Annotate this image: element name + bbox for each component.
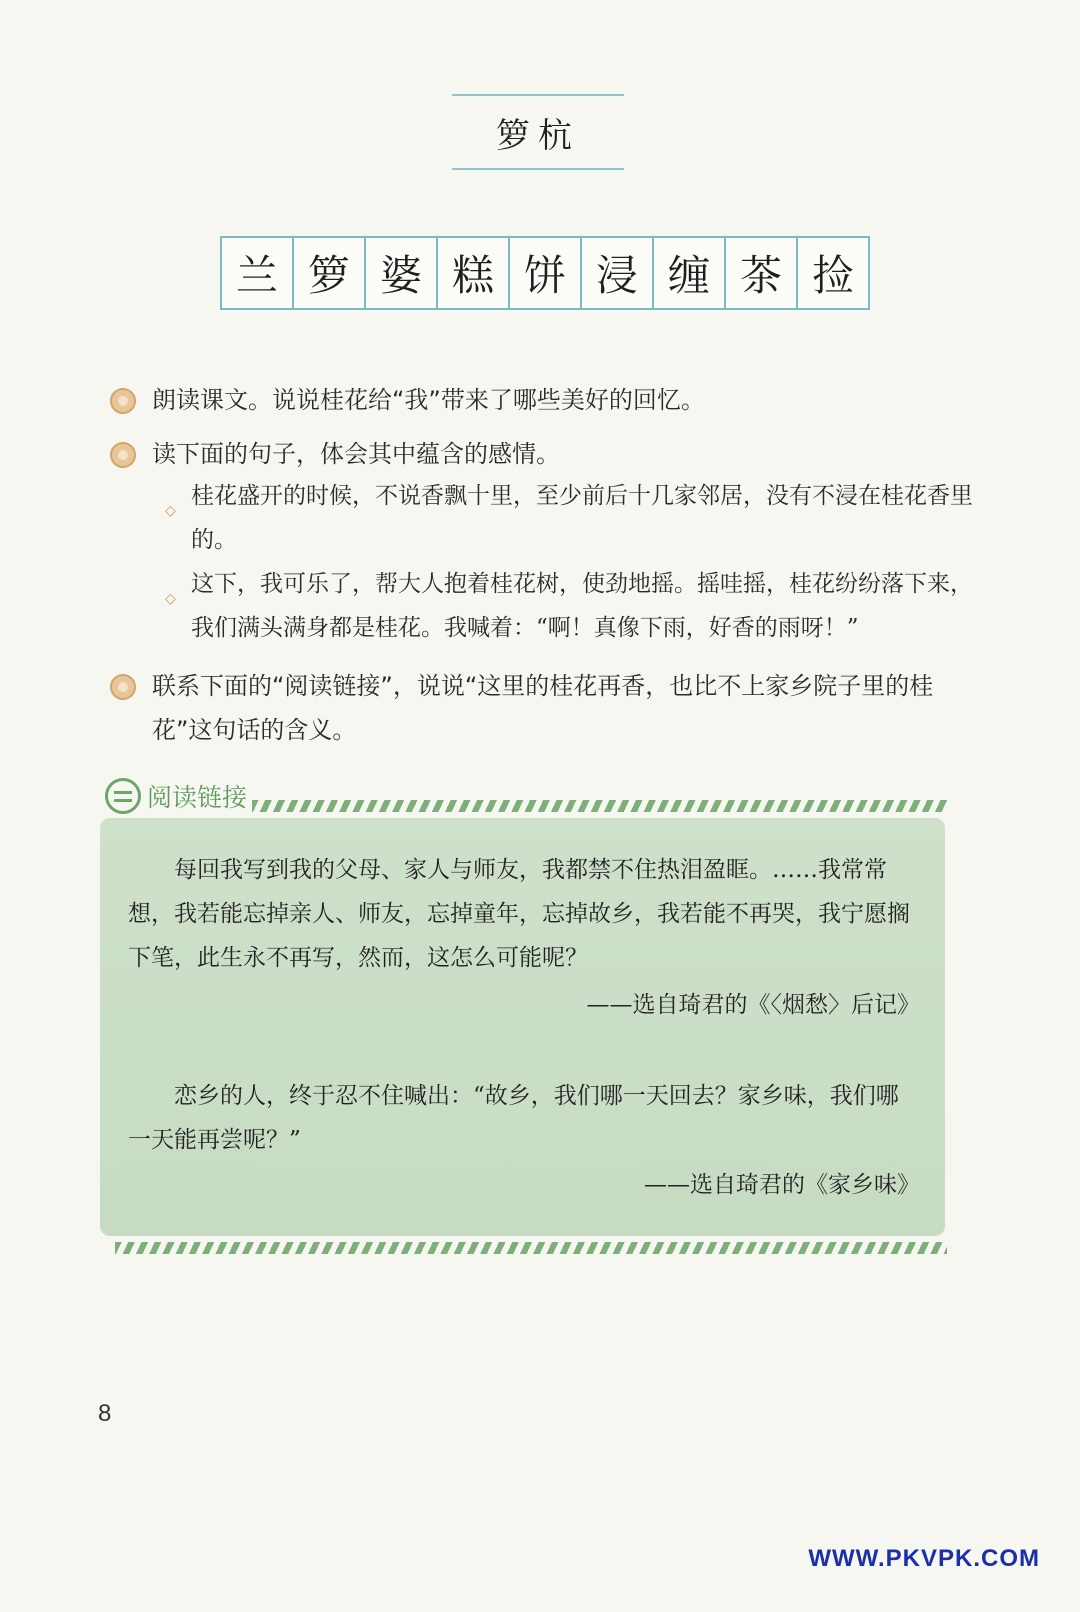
watermark-text: WWW.PKVPK.COM xyxy=(808,1545,1040,1572)
character-cell: 兰 xyxy=(222,238,294,308)
sentence-item-1 xyxy=(165,474,980,562)
decorative-stripe xyxy=(252,800,947,812)
question-text: 朗读课文。说说桂花给“我”带来了哪些美好的回忆。 xyxy=(152,386,705,414)
diamond-bullet-icon: ◇ xyxy=(165,503,176,519)
character-cell: 缠 xyxy=(654,238,726,308)
question-3 xyxy=(110,664,990,752)
vocabulary-word: 箩杭 xyxy=(496,115,580,156)
character-cell: 捡 xyxy=(811,251,854,300)
sentence-item-2 xyxy=(165,562,980,650)
character-cell: 饼 xyxy=(510,238,582,308)
question-text: 联系下面的“阅读链接”，说说“这里的桂花再香，也比不上家乡院子里的桂花”这句话的含义。 xyxy=(152,672,934,744)
reading-passage-1: 每回我写到我的父母、家人与师友，我都禁不住热泪盈眶。……我常常想，我若能忘掉亲人、师友，忘掉童年，忘掉故乡，我若能不再哭，我宁愿搁下笔，此生永不再写，然而，这怎么可能呢？ xyxy=(128,857,910,971)
question-bullet-icon xyxy=(110,674,136,700)
page-number: 8 xyxy=(98,1400,112,1427)
diamond-bullet-icon: ◇ xyxy=(165,591,176,607)
character-cell: 箩 xyxy=(294,238,366,308)
character-grid xyxy=(220,236,870,310)
reading-source-1: ——选自琦君的《〈烟愁〉后记》 xyxy=(586,992,920,1018)
character-cell: 糕 xyxy=(438,238,510,308)
character-cell: 婆 xyxy=(366,238,438,308)
reading-source-2: ——选自琦君的《家乡味》 xyxy=(644,1172,920,1198)
question-1 xyxy=(110,378,990,422)
question-2 xyxy=(110,432,990,476)
sentence-text: 这下，我可乐了，帮大人抱着桂花树，使劲地摇。摇哇摇，桂花纷纷落下来，我们满头满身都是桂花。我喊着：“啊！真像下雨，好香的雨呀！” xyxy=(191,571,973,641)
vocabulary-word-box xyxy=(452,94,624,170)
book-icon xyxy=(105,778,141,814)
character-cell: 浸 xyxy=(582,238,654,308)
question-text: 读下面的句子，体会其中蕴含的感情。 xyxy=(152,440,560,468)
question-bullet-icon xyxy=(110,388,136,414)
decorative-stripe xyxy=(115,1242,947,1254)
reading-link-title: 阅读链接 xyxy=(147,783,248,812)
character-cell: 茶 xyxy=(726,238,798,308)
sentence-text: 桂花盛开的时候，不说香飘十里，至少前后十几家邻居，没有不浸在桂花香里的。 xyxy=(191,483,973,553)
reading-link-header xyxy=(105,776,247,816)
reading-passage-2: 恋乡的人，终于忍不住喊出：“故乡，我们哪一天回去？家乡味，我们哪一天能再尝呢？” xyxy=(128,1083,899,1153)
question-bullet-icon xyxy=(110,442,136,468)
